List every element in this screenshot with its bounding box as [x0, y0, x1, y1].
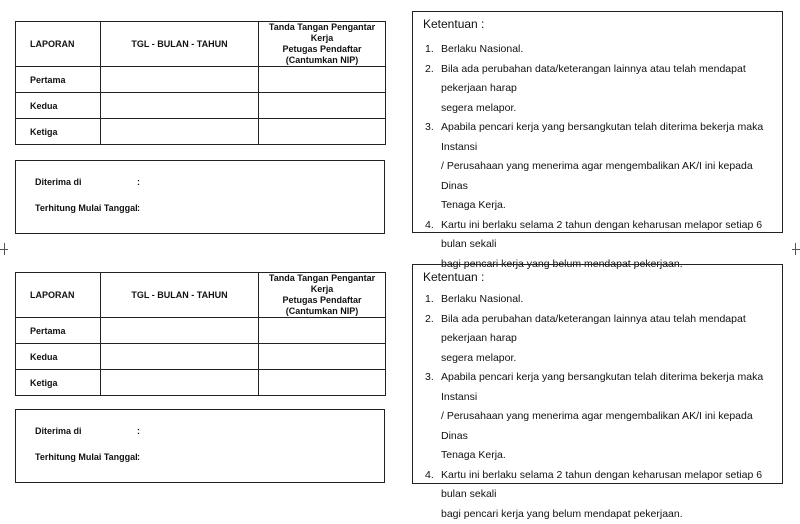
- ketentuan-line: bagi pencari kerja yang belum mendapat pekerjaan.: [441, 255, 780, 275]
- receipt-box: [15, 409, 385, 483]
- ketentuan-line: Apabila pencari kerja yang bersangkutan telah diterima bekerja maka Instansi: [441, 118, 780, 157]
- ketentuan-line: Berlaku Nasional.: [441, 290, 780, 310]
- cell-ttd-pertama[interactable]: [259, 318, 386, 344]
- ketentuan-item: [425, 368, 780, 466]
- header-ttd-line1: Tanda Tangan Pengantar Kerja: [259, 273, 385, 295]
- ketentuan-num: 4.: [425, 216, 434, 236]
- ketentuan-line: Kartu ini berlaku selama 2 tahun dengan keharusan melapor setiap 6 bulan sekali: [441, 216, 780, 255]
- ketentuan-num: 3.: [425, 368, 434, 388]
- ketentuan-item: [425, 466, 780, 524]
- ketentuan-line: Bila ada perubahan data/keterangan lainnya atau telah mendapat pekerjaan harap: [441, 310, 780, 349]
- cell-tanggal-ketiga[interactable]: [101, 370, 259, 396]
- ketentuan-title: Ketentuan :: [423, 17, 484, 31]
- ketentuan-box: [412, 264, 783, 484]
- header-ttd-line3: (Cantumkan NIP): [259, 55, 385, 66]
- terhitung-colon: :: [137, 452, 140, 462]
- row-label-ketiga: Ketiga: [16, 370, 101, 396]
- ketentuan-line: segera melapor.: [441, 349, 780, 369]
- report-table: [15, 272, 386, 396]
- ketentuan-line: Tenaga Kerja.: [441, 196, 780, 216]
- ketentuan-num: 2.: [425, 310, 434, 330]
- ketentuan-num: 4.: [425, 466, 434, 486]
- diterima-label: Diterima di: [35, 177, 82, 187]
- diterima-label: Diterima di: [35, 426, 82, 436]
- ketentuan-line: / Perusahaan yang menerima agar mengembalikan AK/I ini kepada Dinas: [441, 157, 780, 196]
- ketentuan-num: 1.: [425, 290, 434, 310]
- row-label-ketiga: Ketiga: [16, 119, 101, 145]
- row-label-kedua: Kedua: [16, 93, 101, 119]
- row-label-pertama: Pertama: [16, 67, 101, 93]
- header-ttd-line1: Tanda Tangan Pengantar Kerja: [259, 22, 385, 44]
- header-tanggal: TGL - BULAN - TAHUN: [101, 273, 259, 318]
- ketentuan-line: Apabila pencari kerja yang bersangkutan telah diterima bekerja maka Instansi: [441, 368, 780, 407]
- header-tanggal: TGL - BULAN - TAHUN: [101, 22, 259, 67]
- terhitung-colon: :: [137, 203, 140, 213]
- ketentuan-line: Kartu ini berlaku selama 2 tahun dengan keharusan melapor setiap 6 bulan sekali: [441, 466, 780, 505]
- ketentuan-title: Ketentuan :: [423, 270, 484, 284]
- ketentuan-line: segera melapor.: [441, 99, 780, 119]
- terhitung-label: Terhitung Mulai Tanggal: [35, 203, 138, 213]
- ketentuan-num: 1.: [425, 40, 434, 60]
- header-laporan: LAPORAN: [16, 22, 101, 67]
- row-label-kedua: Kedua: [16, 344, 101, 370]
- cell-tanggal-pertama[interactable]: [101, 318, 259, 344]
- cell-ttd-ketiga[interactable]: [259, 370, 386, 396]
- ketentuan-num: 3.: [425, 118, 434, 138]
- ketentuan-num: 2.: [425, 60, 434, 80]
- ketentuan-line: Tenaga Kerja.: [441, 446, 780, 466]
- diterima-colon: :: [137, 177, 140, 187]
- header-ttd-line2: Petugas Pendaftar: [259, 44, 385, 55]
- terhitung-label: Terhitung Mulai Tanggal: [35, 452, 138, 462]
- ketentuan-line: Berlaku Nasional.: [441, 40, 780, 60]
- header-ttd-line2: Petugas Pendaftar: [259, 295, 385, 306]
- ketentuan-line: / Perusahaan yang menerima agar mengembalikan AK/I ini kepada Dinas: [441, 407, 780, 446]
- ketentuan-item: [425, 310, 780, 369]
- header-ttd-line3: (Cantumkan NIP): [259, 306, 385, 317]
- cell-ttd-kedua[interactable]: [259, 344, 386, 370]
- diterima-colon: :: [137, 426, 140, 436]
- header-laporan: LAPORAN: [16, 273, 101, 318]
- row-label-pertama: Pertama: [16, 318, 101, 344]
- ketentuan-item: [425, 290, 780, 310]
- ketentuan-line: bagi pencari kerja yang belum mendapat pekerjaan.: [441, 505, 780, 524]
- ketentuan-list: [425, 290, 780, 524]
- cell-tanggal-kedua[interactable]: [101, 344, 259, 370]
- header-tanda-tangan: [259, 273, 386, 318]
- ketentuan-line: Bila ada perubahan data/keterangan lainnya atau telah mendapat pekerjaan harap: [441, 60, 780, 99]
